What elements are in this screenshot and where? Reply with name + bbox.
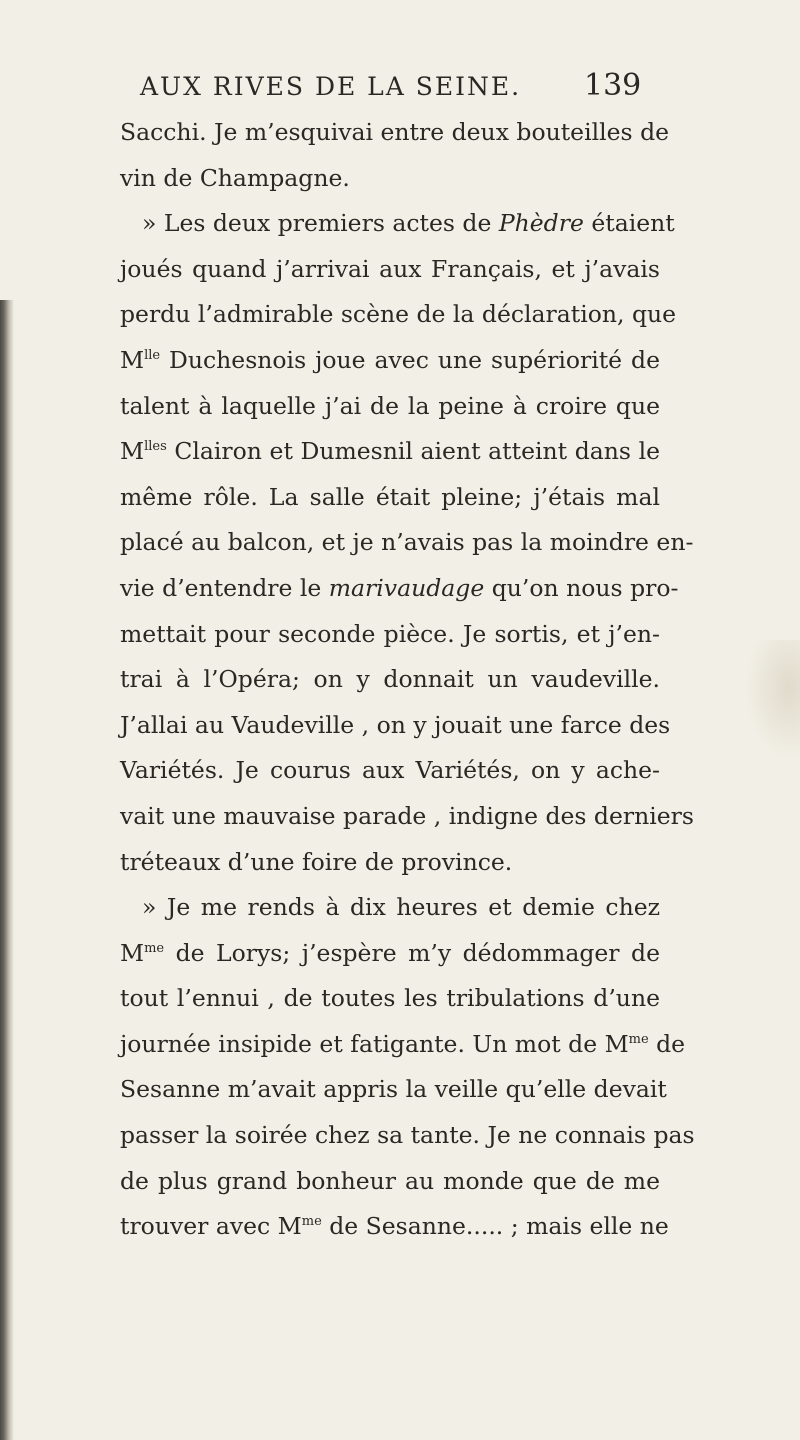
text-line: tréteaux d’une foire de province. — [120, 847, 513, 876]
text-line: J’allai au Vaudeville , on y jouait une farce des — [120, 710, 671, 739]
text-line: Variétés. Je courus aux Variétés, on y ache- — [120, 756, 660, 785]
text-line: vin de Champagne. — [120, 163, 350, 192]
body-text — [120, 110, 695, 1250]
text-line: tout l’ennui , de toutes les tribulations d’une — [120, 984, 660, 1013]
text-line: » Les deux premiers actes de Phèdre étaient — [142, 209, 675, 238]
text-line: passer la soirée chez sa tante. Je ne connais pas — [120, 1121, 695, 1150]
text-line: même rôle. La salle était pleine; j’étais mal — [120, 482, 660, 511]
text-line: placé au balcon, et je n’avais pas la moindre en- — [120, 528, 694, 557]
running-header — [140, 62, 660, 102]
text-line: $M^{lle}$ Duchesnois joue avec une supériorité de — [120, 345, 660, 374]
text-line: joués quand j’arrivai aux Français, et j’avais — [120, 254, 660, 283]
text-line: $M^{lles}$ Clairon et Dumesnil aient atteint dans le — [120, 437, 660, 466]
play-title: Phèdre — [498, 209, 584, 238]
text-line: vie d’entendre le marivaudage qu’on nous pro- — [120, 573, 679, 602]
page-number: 139 — [584, 68, 642, 103]
text-line: » Je me rends à dix heures et demie chez — [142, 893, 660, 922]
text-line: trouver avec $M^{me}$ de Sesanne..... ; mais elle ne — [120, 1212, 669, 1241]
page-binding-shadow — [0, 300, 14, 1440]
text-line: Sacchi. Je m’esquivai entre deux bouteilles de — [120, 118, 670, 146]
italic-term: marivaudage — [328, 573, 485, 602]
text-line: trai à l’Opéra; on y donnait un vaudeville. — [120, 665, 660, 694]
text-line: mettait pour seconde pièce. Je sortis, et j’en- — [120, 619, 660, 648]
running-title: AUX RIVES DE LA SEINE. — [140, 72, 522, 101]
text-line: $M^{me}$ de Lorys; j’espère m’y dédommager de — [120, 938, 660, 967]
text-line: talent à laquelle j’ai de la peine à croire que — [120, 391, 660, 420]
text-line: vait une mauvaise parade , indigne des derniers — [120, 801, 694, 830]
text-line: de plus grand bonheur au monde que de me — [120, 1166, 660, 1195]
text-line: Sesanne m’avait appris la veille qu’elle devait — [120, 1075, 667, 1104]
text-line: perdu l’admirable scène de la déclaration, que — [120, 300, 677, 329]
text-line: journée insipide et fatigante. Un mot de $M^{me}$ de — [120, 1029, 686, 1058]
paper-stain — [745, 640, 800, 760]
